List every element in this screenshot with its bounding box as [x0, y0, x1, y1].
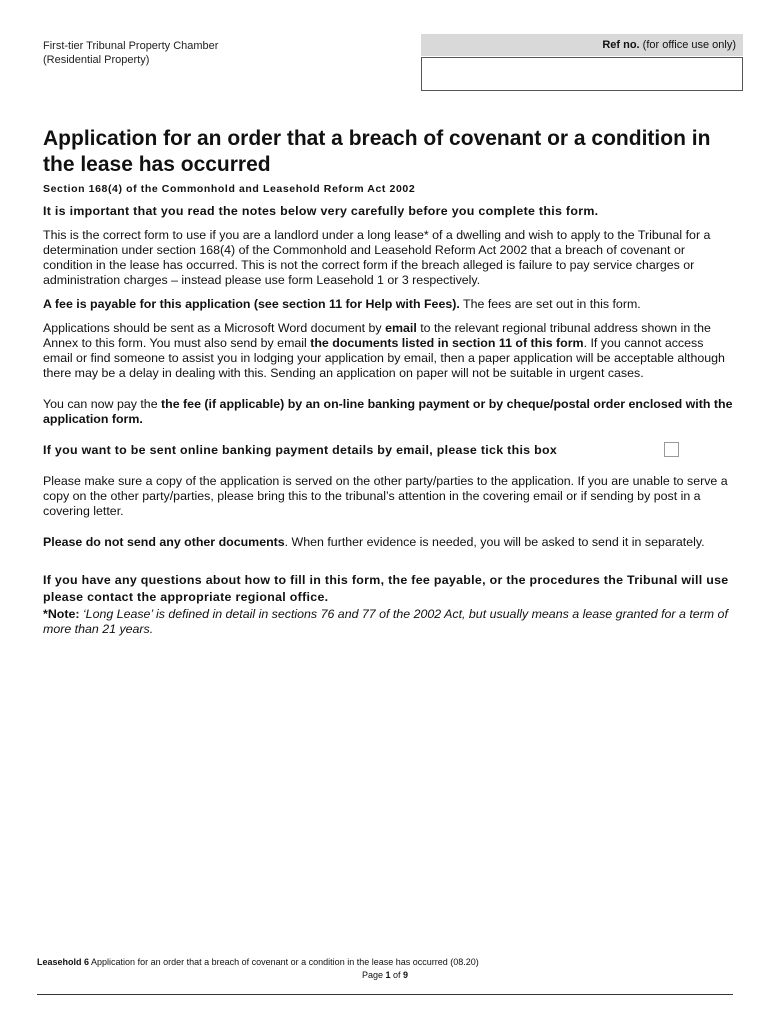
statute-subtitle: Section 168(4) of the Commonhold and Leasehold Reform Act 2002 — [43, 183, 416, 195]
online-payment-tick-row — [43, 443, 733, 458]
page-number — [0, 970, 770, 980]
ref-note: (for office use only) — [642, 39, 736, 51]
ref-label: Ref no. — [602, 39, 640, 51]
payment-paragraph — [43, 397, 733, 427]
payment-text: You can now pay the — [43, 397, 162, 411]
org-line-1: First-tier Tribunal Property Chamber — [43, 40, 219, 52]
important-notice: It is important that you read the notes below very carefully before you complete this form. — [43, 204, 599, 218]
note-label: *Note: — [43, 607, 80, 621]
org-line-2: (Residential Property) — [43, 54, 150, 66]
applications-paragraph — [43, 321, 733, 381]
fee-rest: The fees are set out in this form. — [459, 297, 641, 311]
ref-number-field[interactable] — [421, 57, 743, 91]
fee-paragraph — [43, 297, 733, 312]
applications-text-3: . If you cannot access email or find someone to assist you in lodging your application by email, then a paper application will be acceptable although there may be a delay in dealing with this. Sending an application on paper will not be suitable in urgent cases. — [43, 336, 725, 380]
page-total: 9 — [403, 970, 409, 980]
form-notes — [43, 204, 733, 637]
footer-form-desc: Application for an order that a breach of covenant or a condition in the lease has occurred (08.20) — [89, 957, 479, 967]
page-of: of — [390, 970, 404, 980]
page-title: Application for an order that a breach of covenant or a condition in the lease has occurred — [43, 127, 711, 176]
applications-text-1: Applications should be sent as a Microsoft Word document by — [43, 321, 386, 335]
no-documents-bold: Please do not send any other documents — [43, 535, 285, 549]
online-payment-checkbox[interactable] — [664, 442, 679, 457]
footer-form-id: Leasehold 6 — [37, 957, 90, 967]
note-text: ‘Long Lease’ is defined in detail in sections 76 and 77 of the 2002 Act, but usually means a lease granted for a term of more than 21 years. — [43, 607, 728, 636]
long-lease-note — [43, 607, 733, 637]
serve-copy-paragraph: Please make sure a copy of the application is served on the other party/parties to the application. If you are unable to serve a copy on the other party/parties, please bring this to the tribunal’s attention in the covering email or if sending by post in a covering letter. — [43, 474, 728, 518]
footer-divider — [37, 994, 733, 995]
fee-bold: A fee is payable for this application (see section 11 for Help with Fees). — [43, 297, 460, 311]
payment-bold: the fee (if applicable) by an on-line banking payment or by cheque/postal order enclosed with the application form. — [43, 397, 733, 426]
applications-documents: the documents listed in section 11 of this form — [310, 336, 584, 350]
applications-text-2: to the relevant regional tribunal address shown in the Annex to this form. You must also send by email — [43, 321, 711, 350]
no-documents-rest: . When further evidence is needed, you will be asked to send it in separately. — [284, 535, 705, 549]
tick-label: If you want to be sent online banking payment details by email, please tick this box — [43, 443, 558, 457]
ref-number-header — [421, 34, 743, 56]
page-word: Page — [361, 970, 386, 980]
footer-form-name — [37, 956, 479, 968]
page-current: 1 — [385, 970, 391, 980]
no-documents-paragraph — [43, 535, 733, 550]
intro-paragraph: This is the correct form to use if you are a landlord under a long lease* of a dwelling and wish to apply to the Tribunal for a determination under section 168(4) of the Commonhold and Leasehold Reform Act 2002 that a breach of covenant or condition in the lease has occurred. This is not the correct form if the breach alleged is failure to pay service charges or administration charges – instead please use form Leasehold 1 or 3 respectively. — [43, 228, 711, 287]
organisation-name — [43, 39, 218, 67]
questions-paragraph: If you have any questions about how to fill in this form, the fee payable, or the procedures the Tribunal will use please contact the appropriate regional office. — [43, 573, 729, 604]
applications-email: email — [385, 321, 417, 335]
